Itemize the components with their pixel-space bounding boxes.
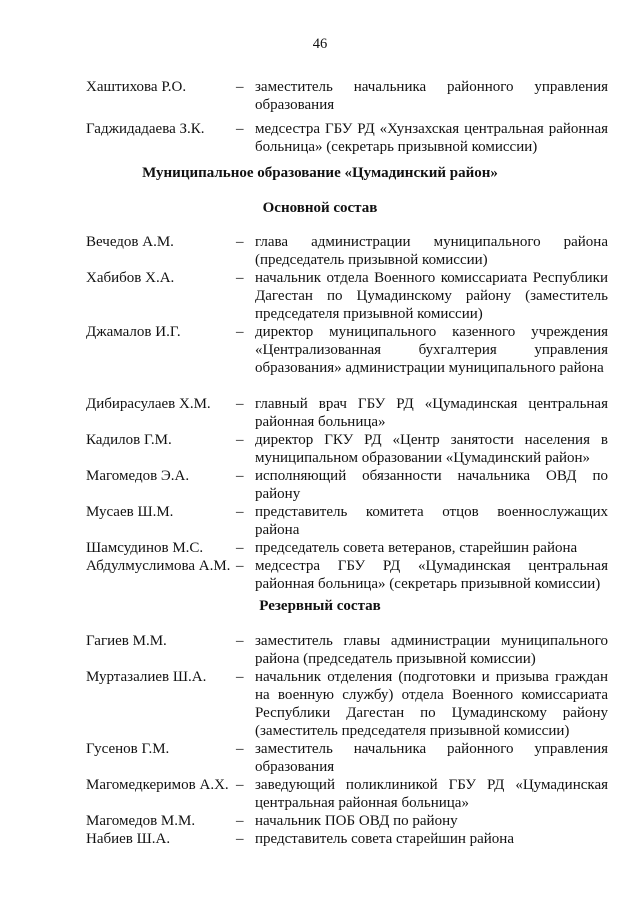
member-name: Мусаев Ш.М. — [86, 504, 174, 520]
list-item — [0, 632, 640, 668]
dash: – — [236, 540, 244, 556]
list-item — [0, 740, 640, 776]
list-item — [0, 467, 640, 503]
list-item — [0, 431, 640, 467]
list-item — [0, 830, 640, 848]
member-name: Вечедов А.М. — [86, 234, 174, 250]
dash: – — [236, 468, 244, 484]
page-number: 46 — [312, 36, 328, 52]
list-item — [0, 233, 640, 269]
dash: – — [236, 669, 244, 685]
dash: – — [236, 504, 244, 520]
member-role: заведующий поликлиникой ГБУ РД «Цумадинская центральная районная больница» — [255, 777, 608, 811]
dash: – — [236, 270, 244, 286]
member-role: начальник ПОБ ОВД по району — [255, 813, 458, 829]
list-item — [0, 323, 640, 395]
dash: – — [236, 324, 244, 340]
list-item — [0, 503, 640, 539]
member-name: Шамсудинов М.С. — [86, 540, 204, 556]
dash: – — [236, 813, 244, 829]
member-name: Набиев Ш.А. — [86, 831, 171, 847]
member-role: начальник отдела Военного комиссариата Республики Дагестан по Цумадинскому району (заместитель председателя призывной комиссии) — [255, 270, 608, 322]
member-name: Абдулмуслимова А.М. — [86, 558, 231, 574]
member-name: Магомедов М.М. — [86, 813, 196, 829]
list-item — [0, 539, 640, 557]
dash: – — [236, 396, 244, 412]
member-name: Кадилов Г.М. — [86, 432, 172, 448]
member-role: председатель совета ветеранов, старейшин района — [255, 540, 578, 556]
list-item — [0, 557, 640, 593]
member-name: Гусенов Г.М. — [86, 741, 170, 757]
reserve-composition-heading: Резервный состав — [259, 598, 381, 614]
member-role: директор муниципального казенного учреждения «Централизованная бухгалтерия управления образования» администрации муниципального района — [255, 324, 608, 376]
list-item — [0, 812, 640, 830]
member-name: Гаджидадаева З.К. — [86, 121, 205, 137]
member-role: представитель комитета отцов военнослужащих района — [255, 504, 608, 538]
list-item — [0, 120, 640, 156]
dash: – — [236, 741, 244, 757]
list-item — [0, 269, 640, 323]
member-name: Хабибов Х.А. — [86, 270, 175, 286]
dash: – — [236, 558, 244, 574]
reserve-entries — [0, 632, 640, 848]
member-name: Магомедкеримов А.Х. — [86, 777, 229, 793]
list-item — [0, 668, 640, 740]
dash: – — [236, 831, 244, 847]
member-name: Муртазалиев Ш.А. — [86, 669, 207, 685]
member-role: заместитель начальника районного управления образования — [255, 79, 608, 113]
dash: – — [236, 234, 244, 250]
member-name: Гагиев М.М. — [86, 633, 167, 649]
dash: – — [236, 633, 244, 649]
municipality-heading: Муниципальное образование «Цумадинский район» — [142, 165, 498, 181]
dash: – — [236, 121, 244, 137]
member-role: медсестра ГБУ РД «Цумадинская центральная районная больница» (секретарь призывной комиссии) — [255, 558, 608, 592]
member-role: начальник отделения (подготовки и призыва граждан на военную службу) отдела Военного комиссариата Республики Дагестан по Цумадинскому району (заместитель председателя призывной комиссии) — [255, 669, 608, 739]
list-item — [0, 395, 640, 431]
member-name: Хаштихова Р.О. — [86, 79, 187, 95]
member-role: медсестра ГБУ РД «Хунзахская центральная районная больница» (секретарь призывной комиссии) — [255, 121, 608, 155]
member-role: глава администрации муниципального района (председатель призывной комиссии) — [255, 234, 608, 268]
member-name: Джамалов И.Г. — [86, 324, 181, 340]
member-name: Магомедов Э.А. — [86, 468, 190, 484]
list-item — [0, 78, 640, 120]
dash: – — [236, 777, 244, 793]
member-role: исполняющий обязанности начальника ОВД по району — [255, 468, 608, 502]
member-role: заместитель начальника районного управления образования — [255, 741, 608, 775]
dash: – — [236, 79, 244, 95]
list-item — [0, 776, 640, 812]
member-role: директор ГКУ РД «Центр занятости населения в муниципальном образовании «Цумадинский район» — [255, 432, 608, 466]
member-role: представитель совета старейшин района — [255, 831, 514, 847]
member-role: заместитель главы администрации муниципального района (председатель призывной комиссии) — [255, 633, 608, 667]
main-composition-heading: Основной состав — [262, 200, 378, 216]
dash: – — [236, 432, 244, 448]
member-role: главный врач ГБУ РД «Цумадинская центральная районная больница» — [255, 396, 608, 430]
main-entries — [0, 233, 640, 593]
top-entries — [0, 78, 640, 156]
member-name: Дибирасулаев Х.М. — [86, 396, 211, 412]
